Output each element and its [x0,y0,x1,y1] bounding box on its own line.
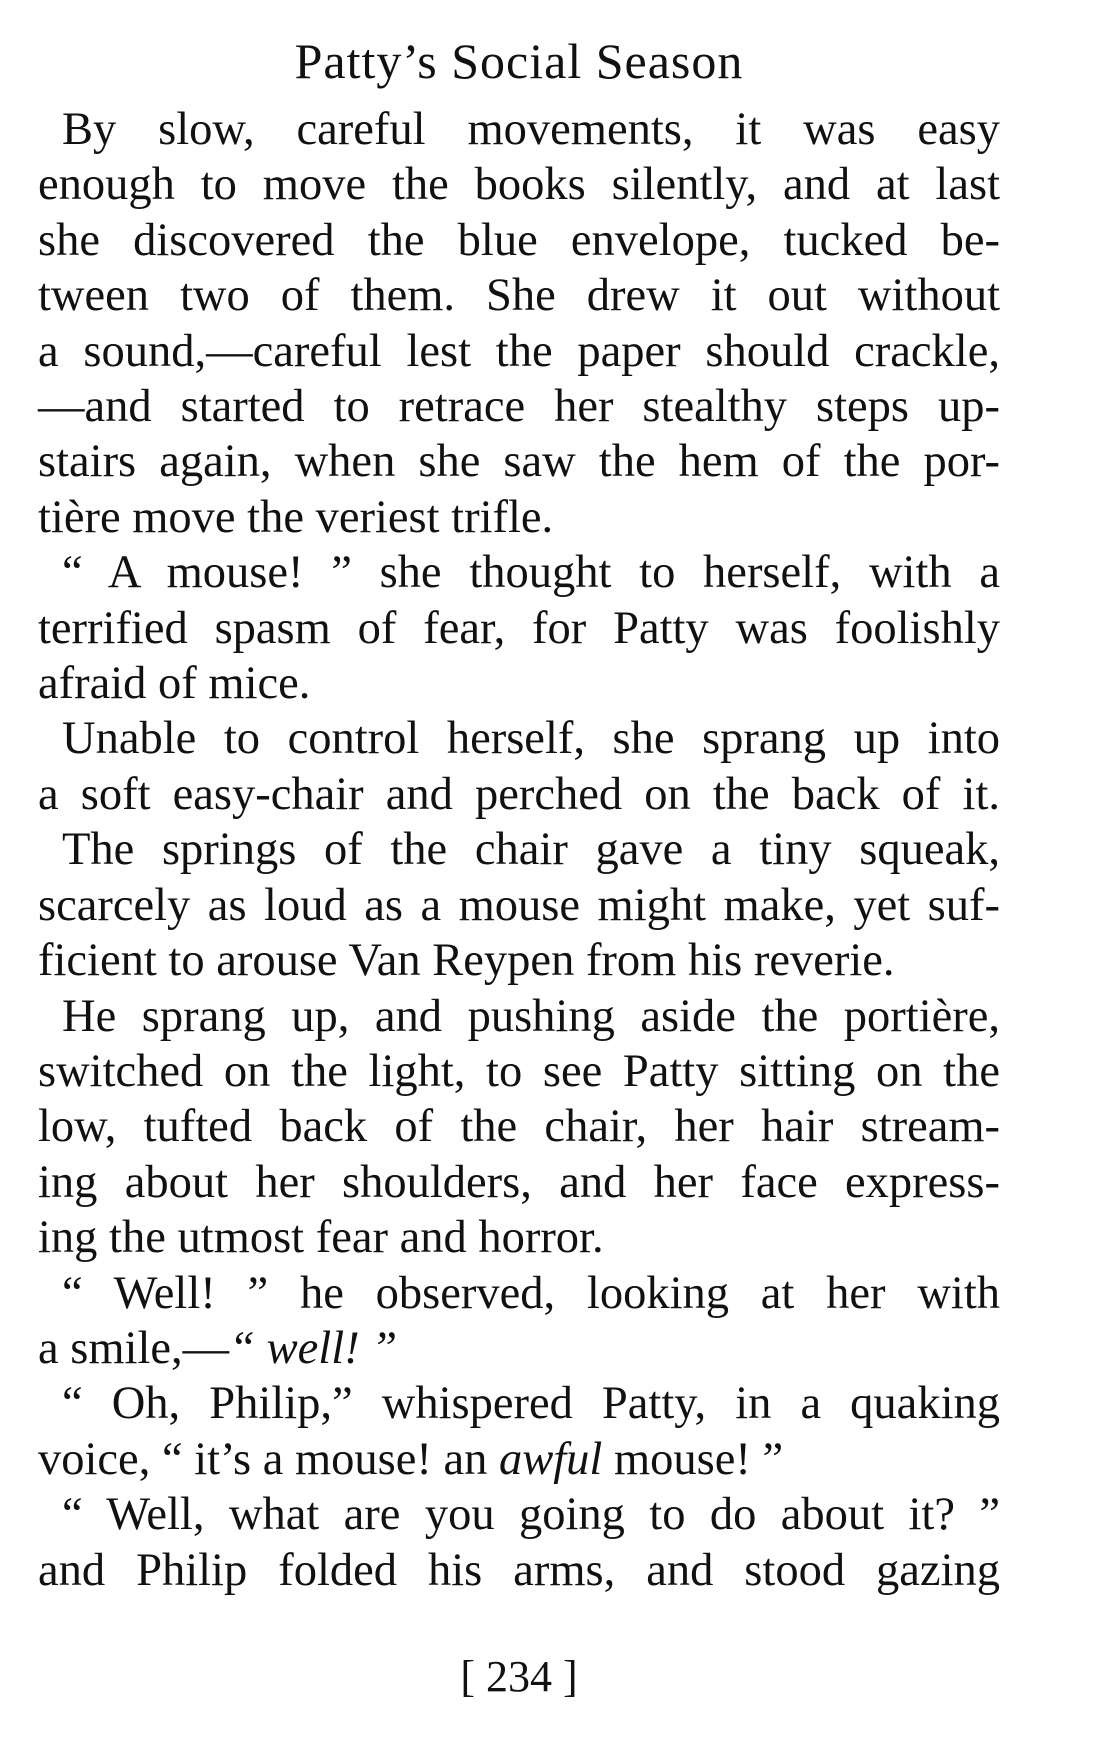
text-line: “ Oh, Philip,” whispered Patty, in a quaking [62,1378,1000,1430]
text-line: and Philip folded his arms, and stood gazing [38,1544,1000,1596]
text-line: “ Well, what are you going to do about it? ” [62,1489,1000,1541]
text-line: switched on the light, to see Patty sitting on the [38,1045,1000,1097]
text-line: voice, “ it’s a mouse! an awful mouse! ” [38,1433,784,1485]
text-line: low, tufted back of the chair, her hair stream- [38,1101,1000,1153]
text-line: afraid of mice. [38,658,311,710]
text-line: “ Well! ” he observed, looking at her with [62,1267,1000,1319]
text-line: ficient to arouse Van Reypen from his reverie. [38,935,895,987]
text-line: terrified spasm of fear, for Patty was foolishly [38,602,1000,654]
text-line: scarcely as loud as a mouse might make, yet suf- [38,879,1000,931]
running-head: Patty’s Social Season [294,33,744,89]
text-line: stairs again, when she saw the hem of the por- [38,436,1000,488]
text-line: a soft easy-chair and perched on the back of it. [38,768,1000,820]
text-line: By slow, careful movements, it was easy [62,104,1000,155]
text-line: “ A mouse! ” she thought to herself, with a [62,547,1000,599]
text-line: she discovered the blue envelope, tucked be- [38,214,1000,266]
text-line: —and started to retrace her stealthy steps up- [38,381,1000,433]
book-page [38,22,1000,1732]
text-line: tière move the veriest trifle. [38,491,554,543]
text-line: The springs of the chair gave a tiny squeak, [62,824,1000,876]
text-line: He sprang up, and pushing aside the portière, [62,990,1000,1042]
text-line: a sound,—careful lest the paper should crackle, [38,325,1000,377]
text-line: ing the utmost fear and horror. [38,1212,604,1264]
body-text [38,102,1000,1598]
text-line: Unable to control herself, she sprang up into [62,713,1000,765]
text-line: tween two of them. She drew it out without [38,270,1000,322]
page-number: [ 234 ] [460,1652,578,1701]
text-line: a smile,—“ well! ” [38,1322,398,1374]
text-line: enough to move the books silently, and at last [38,159,1000,211]
text-line: ing about her shoulders, and her face express- [38,1156,1000,1208]
